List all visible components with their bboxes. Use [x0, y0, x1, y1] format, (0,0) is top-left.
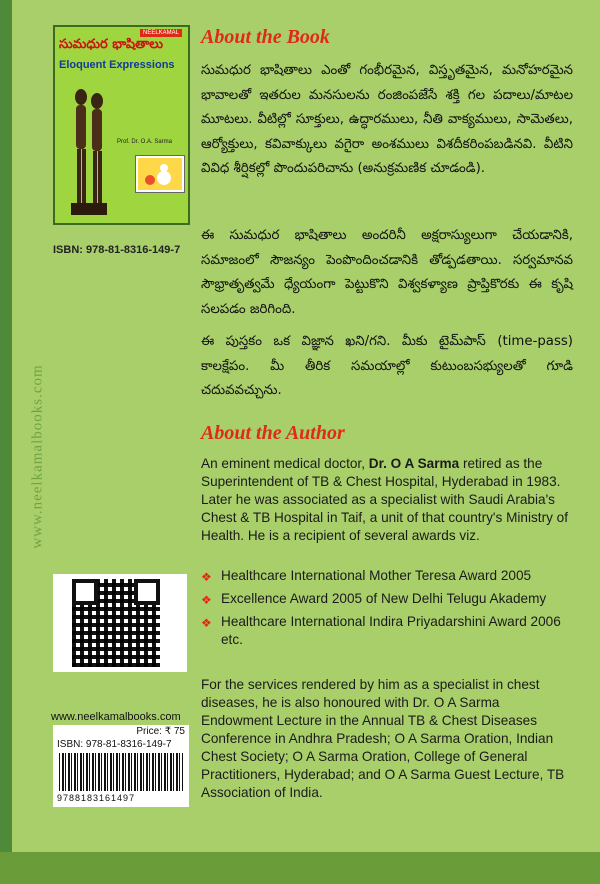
author-intro-post: retired as the Superintendent of TB & Chest Hospital, Hyderabad in 1983. Later he was associated as a specialist with Saudi Arabia's Chest & TB Hospital in Taif, a unit of that country's Ministry of Health. He is a recipient of several awards viz.	[201, 456, 569, 543]
spine	[0, 0, 12, 884]
award-text: Healthcare International Indira Priyadarshini Award 2006 etc.	[221, 614, 561, 647]
award-text: Healthcare International Mother Teresa Award 2005	[221, 568, 532, 583]
about-author-heading: About the Author	[201, 422, 345, 444]
about-book-heading: About the Book	[201, 26, 330, 48]
author-intro-pre: An eminent medical doctor,	[201, 456, 369, 471]
award-text: Excellence Award 2005 of New Delhi Telugu Akademy	[221, 591, 547, 606]
author-honours: For the services rendered by him as a specialist in chest diseases, he is also honoured with Dr. O A Sarma Endowment Lecture in the Annual TB & Chest Diseases Conference in Andhra Pradesh; O A Sarma Oration, Indian Chest Society; O A Sarma Oration, College of General Practitioners, Hyderabad; and O A Sarma Guest Lecture, TB Association of India.	[201, 677, 565, 800]
cover-title-english: Eloquent Expressions	[59, 59, 175, 71]
barcode-isbn: ISBN: 978-81-8316-149-7	[57, 739, 172, 750]
barcode-panel	[53, 725, 189, 807]
author-name: Dr. O A Sarma	[368, 456, 460, 471]
diamond-bullet-icon: ❖	[201, 616, 212, 630]
barcode-icon	[59, 753, 183, 791]
statue-illustration	[67, 85, 109, 219]
website-text: www.neelkamalbooks.com	[51, 711, 181, 723]
isbn-label: ISBN: 978-81-8316-149-7	[53, 244, 181, 256]
publisher-badge: NEELKAMAL	[140, 29, 182, 37]
front-cover-thumbnail	[53, 25, 190, 225]
cover-title-telugu: సుమధుర భాషితాలు	[59, 37, 164, 52]
author-intro	[201, 455, 573, 545]
qr-code-panel	[53, 574, 187, 672]
vertical-website-watermark: www.neelkamalbooks.com	[29, 364, 46, 549]
price-label: Price: ₹ 75	[136, 726, 185, 737]
snowman-card-illustration	[135, 155, 185, 193]
diamond-bullet-icon: ❖	[201, 593, 212, 607]
bottom-band	[0, 852, 600, 884]
about-book-paragraph-2: ఈ సుమధుర భాషితాలు అందరినీ అక్షరాస్యులుగా చేయడానికి, సమాజంలో సౌజన్యం పెంపొందించడానికి తోడ్పడతాయి. సర్వమానవ సౌభ్రాతృత్వమే ధ్యేయంగా పెట్టుకొని విశ్వకళ్యాణ ప్రాప్తికొరకు ఈ కృషి సలపడం జరిగింది.	[201, 228, 573, 317]
award-item	[201, 590, 573, 608]
awards-list	[201, 567, 573, 654]
award-item	[201, 613, 573, 649]
cover-author: Prof. Dr. O.A. Sarma	[117, 139, 173, 145]
about-book-paragraph-1: సుమధుర భాషితాలు ఎంతో గంభీరమైన, విస్తృతమైన, మనోహరమైన భావాలతో ఇతరుల మనసులను రంజింపజేసే శక్తి గల పదాలు/మాటల మూటలు. వీటిల్లో సూక్తులు, ఉద్ధారములు, నీతి వాక్యములు, సామెతలు, ఆర్యోక్తులు, కవివాక్కులు వగైరా అంశములు విశదీకరింపబడినవి. వీటిని వివిధ శీర్షికల్లో పొందుపరిచాను (అనుక్రమణిక చూడండి).	[201, 63, 573, 177]
award-item	[201, 567, 573, 585]
barcode-number: 9788183161497	[57, 793, 136, 803]
qr-code-icon	[72, 579, 160, 667]
about-book-paragraph-3: ఈ పుస్తకం ఒక విజ్ఞాన ఖని/గని. మీకు టైమ్‌పాస్ (time-pass) కాలక్షేపం. మీ తీరిక సమయాల్లో కుటుంబసభ్యులతో గూడి చదువవచ్చును.	[201, 334, 573, 399]
diamond-bullet-icon: ❖	[201, 570, 212, 584]
